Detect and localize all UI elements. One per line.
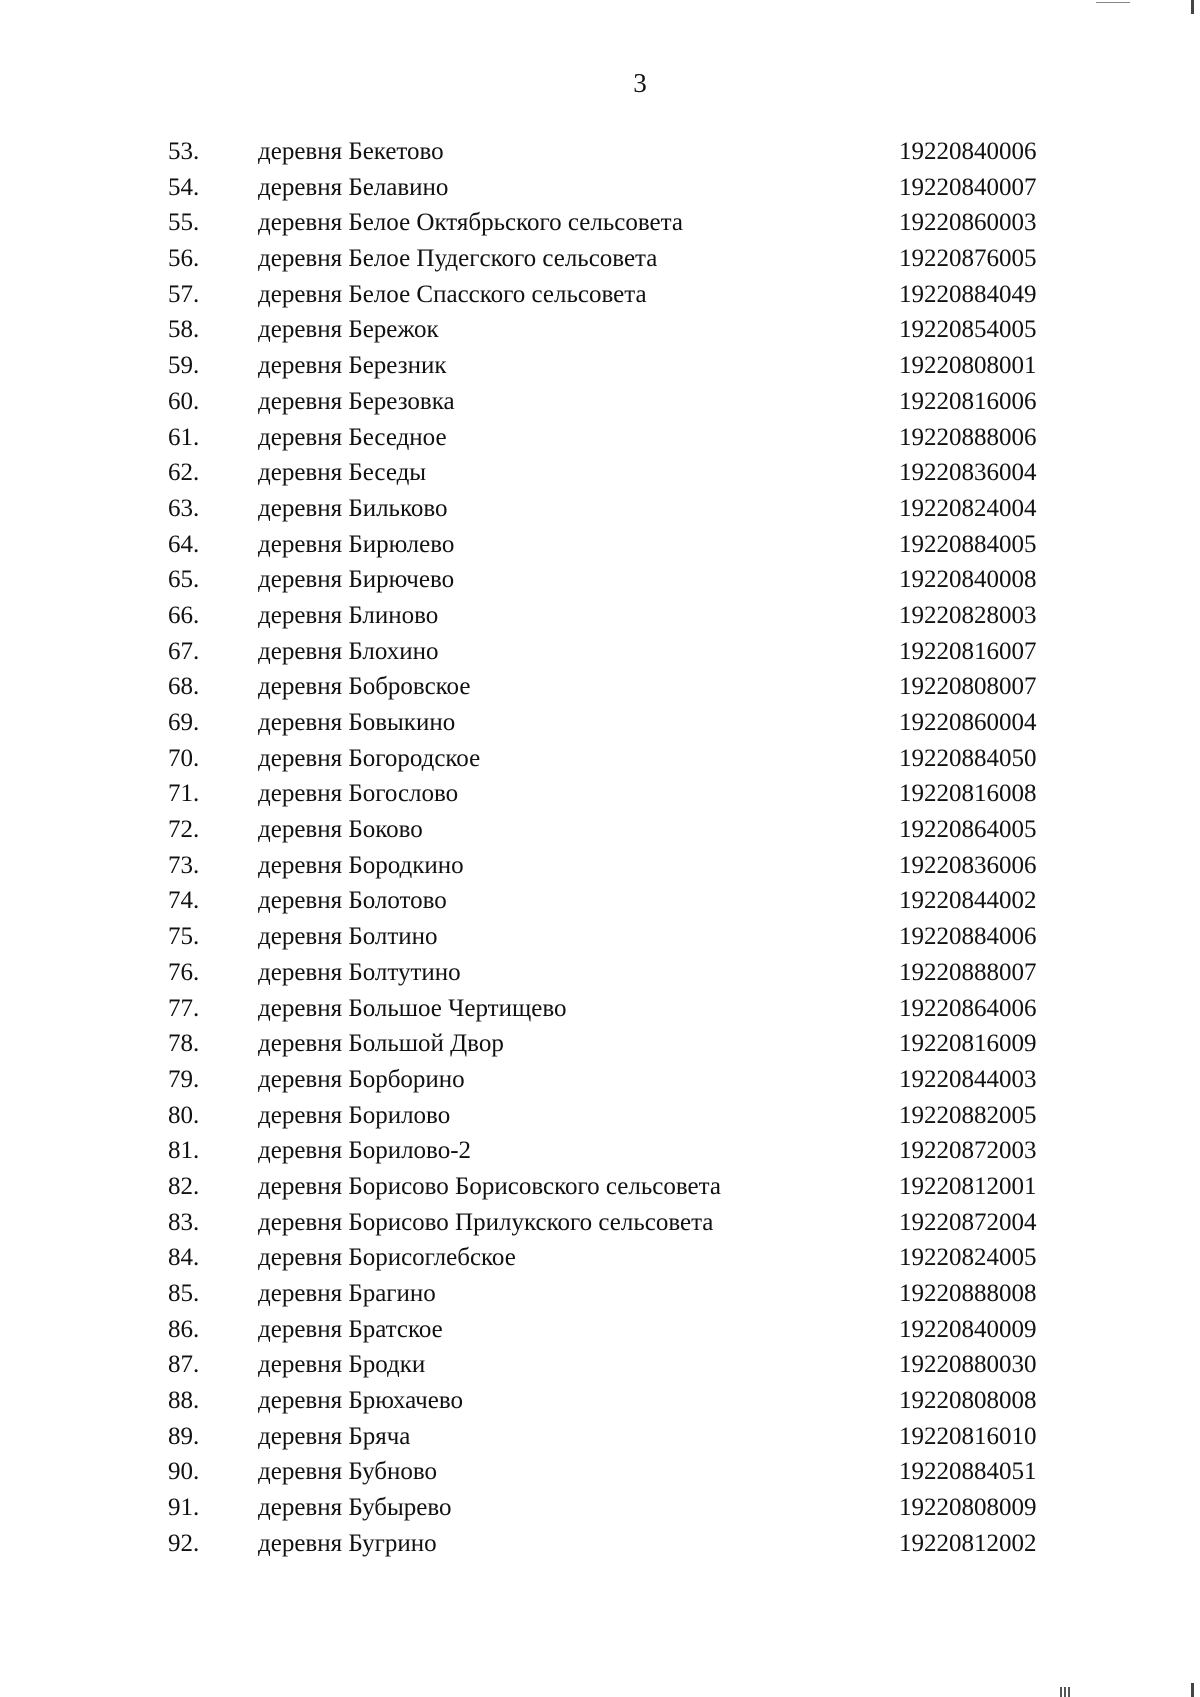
scan-edge-mark (1060, 1687, 1072, 1697)
settlement-name: деревня Болотово (258, 887, 447, 915)
settlement-name: деревня Бряча (258, 1422, 411, 1450)
settlement-code: 19220836004 (899, 459, 1037, 487)
item-number: 65. (168, 566, 200, 594)
list-item (0, 1026, 1200, 1062)
settlement-name: деревня Беседное (258, 423, 447, 451)
item-number: 54. (168, 173, 200, 201)
settlement-code: 19220828003 (899, 601, 1037, 629)
settlement-list (0, 134, 1200, 1562)
settlement-name: деревня Бовыкино (258, 709, 456, 736)
settlement-code: 19220864006 (899, 994, 1037, 1022)
item-number: 70. (168, 744, 200, 772)
settlement-name: деревня Борилово-2 (258, 1137, 472, 1165)
settlement-code: 19220854005 (899, 316, 1037, 344)
list-item (0, 1383, 1200, 1419)
settlement-name: деревня Бекетово (258, 138, 444, 165)
list-item (0, 1276, 1200, 1312)
item-number: 74. (168, 887, 200, 915)
settlement-name: деревня Бородкино (258, 851, 464, 879)
list-item (0, 348, 1200, 384)
settlement-code: 19220808001 (899, 352, 1037, 380)
settlement-name: деревня Борисоглебское (258, 1244, 516, 1272)
settlement-code: 19220840006 (899, 138, 1037, 165)
item-number: 81. (168, 1137, 200, 1165)
list-item (0, 919, 1200, 955)
settlement-code: 19220816006 (899, 387, 1037, 415)
item-number: 79. (168, 1065, 200, 1093)
item-number: 59. (168, 352, 200, 380)
list-item (0, 1133, 1200, 1169)
settlement-code: 19220860004 (899, 709, 1037, 736)
settlement-code: 19220884005 (899, 530, 1037, 558)
item-number: 86. (168, 1315, 200, 1343)
settlement-code: 19220836006 (899, 851, 1037, 879)
settlement-name: деревня Брюхачево (258, 1387, 463, 1415)
settlement-code: 19220860003 (899, 209, 1037, 237)
settlement-code: 19220888007 (899, 958, 1037, 986)
scan-edge-mark (1191, 0, 1194, 14)
list-item (0, 883, 1200, 919)
settlement-name: деревня Богослово (258, 780, 459, 808)
item-number: 82. (168, 1172, 200, 1200)
settlement-code: 19220816007 (899, 637, 1037, 665)
settlement-name: деревня Березовка (258, 387, 455, 415)
settlement-name: деревня Боково (258, 816, 423, 844)
list-item (0, 705, 1200, 741)
settlement-name: деревня Блохино (258, 637, 439, 665)
settlement-name: деревня Белое Октябрьского сельсовета (258, 209, 683, 237)
settlement-name: деревня Белое Спасского сельсовета (258, 280, 647, 308)
item-number: 73. (168, 851, 200, 879)
list-item (0, 277, 1200, 313)
settlement-code: 19220816010 (899, 1422, 1037, 1450)
settlement-name: деревня Большой Двор (258, 1030, 504, 1058)
list-item (0, 420, 1200, 456)
list-item (0, 634, 1200, 670)
list-item (0, 955, 1200, 991)
list-item (0, 527, 1200, 563)
item-number: 63. (168, 494, 200, 522)
item-number: 88. (168, 1387, 200, 1415)
item-number: 77. (168, 994, 200, 1022)
item-number: 62. (168, 459, 200, 487)
item-number: 76. (168, 958, 200, 986)
item-number: 60. (168, 387, 200, 415)
settlement-code: 19220808007 (899, 673, 1037, 701)
item-number: 71. (168, 780, 200, 808)
settlement-code: 19220884051 (899, 1458, 1037, 1486)
settlement-name: деревня Болтино (258, 923, 438, 951)
item-number: 92. (168, 1529, 200, 1557)
list-item (0, 1526, 1200, 1562)
list-item (0, 1347, 1200, 1383)
settlement-name: деревня Бильково (258, 494, 448, 522)
settlement-name: деревня Блиново (258, 601, 439, 629)
settlement-code: 19220876005 (899, 245, 1037, 273)
item-number: 84. (168, 1244, 200, 1272)
settlement-name: деревня Бубырево (258, 1494, 452, 1522)
settlement-name: деревня Белое Пудегского сельсовета (258, 245, 658, 273)
settlement-name: деревня Беседы (258, 459, 427, 487)
item-number: 66. (168, 601, 200, 629)
list-item (0, 1098, 1200, 1134)
settlement-name: деревня Бирючево (258, 566, 455, 594)
list-item (0, 812, 1200, 848)
settlement-name: деревня Борборино (258, 1065, 465, 1093)
list-item (0, 312, 1200, 348)
list-item (0, 134, 1200, 170)
list-item (0, 455, 1200, 491)
scan-edge-mark (1096, 2, 1130, 3)
page-number: 3 (633, 68, 647, 98)
settlement-code: 19220840007 (899, 173, 1037, 201)
list-item (0, 991, 1200, 1027)
item-number: 53. (168, 138, 200, 165)
item-number: 75. (168, 923, 200, 951)
list-item (0, 1169, 1200, 1205)
settlement-code: 19220888008 (899, 1280, 1037, 1307)
settlement-code: 19220872003 (899, 1137, 1037, 1165)
list-item (0, 384, 1200, 420)
settlement-code: 19220840009 (899, 1315, 1037, 1343)
item-number: 78. (168, 1030, 200, 1058)
list-item (0, 491, 1200, 527)
list-item (0, 1240, 1200, 1276)
list-item (0, 1419, 1200, 1455)
list-item (0, 562, 1200, 598)
settlement-code: 19220888006 (899, 423, 1037, 451)
item-number: 68. (168, 673, 200, 701)
settlement-name: деревня Березник (258, 352, 447, 380)
settlement-name: деревня Белавино (258, 173, 449, 201)
list-item (0, 170, 1200, 206)
item-number: 80. (168, 1101, 200, 1129)
list-item (0, 848, 1200, 884)
settlement-code: 19220864005 (899, 816, 1037, 844)
settlement-code: 19220824004 (899, 494, 1037, 522)
settlement-code: 19220824005 (899, 1244, 1037, 1272)
settlement-code: 19220880030 (899, 1351, 1037, 1379)
item-number: 67. (168, 637, 200, 665)
list-item (0, 598, 1200, 634)
settlement-code: 19220808009 (899, 1494, 1037, 1522)
list-item (0, 669, 1200, 705)
settlement-code: 19220816009 (899, 1030, 1037, 1058)
item-number: 57. (168, 280, 200, 308)
settlement-code: 19220884049 (899, 280, 1037, 308)
settlement-name: деревня Бугрино (258, 1529, 437, 1557)
item-number: 90. (168, 1458, 200, 1486)
settlement-code: 19220884006 (899, 923, 1037, 951)
list-item (0, 241, 1200, 277)
item-number: 87. (168, 1351, 200, 1379)
list-item (0, 1312, 1200, 1348)
item-number: 55. (168, 209, 200, 237)
list-item (0, 1490, 1200, 1526)
settlement-code: 19220808008 (899, 1387, 1037, 1415)
settlement-name: деревня Бережок (258, 316, 439, 344)
settlement-code: 19220844003 (899, 1065, 1037, 1093)
settlement-code: 19220812001 (899, 1172, 1037, 1200)
item-number: 85. (168, 1280, 200, 1307)
settlement-name: деревня Борилово (258, 1101, 451, 1129)
settlement-name: деревня Бродки (258, 1351, 426, 1379)
item-number: 89. (168, 1422, 200, 1450)
list-item (0, 1454, 1200, 1490)
scan-edge-mark (1191, 1683, 1194, 1697)
settlement-code: 19220872004 (899, 1208, 1037, 1236)
settlement-code: 19220884050 (899, 744, 1037, 772)
item-number: 91. (168, 1494, 200, 1522)
settlement-name: деревня Борисово Борисовского сельсовета (258, 1172, 721, 1200)
item-number: 64. (168, 530, 200, 558)
list-item (0, 205, 1200, 241)
list-item (0, 1062, 1200, 1098)
item-number: 58. (168, 316, 200, 344)
settlement-code: 19220840008 (899, 566, 1037, 594)
item-number: 72. (168, 816, 200, 844)
settlement-name: деревня Бубново (258, 1458, 437, 1486)
list-item (0, 1205, 1200, 1241)
settlement-code: 19220812002 (899, 1529, 1037, 1557)
item-number: 69. (168, 709, 200, 736)
item-number: 56. (168, 245, 200, 273)
list-item (0, 776, 1200, 812)
item-number: 83. (168, 1208, 200, 1236)
settlement-name: деревня Болтутино (258, 958, 461, 986)
item-number: 61. (168, 423, 200, 451)
settlement-name: деревня Большое Чертищево (258, 994, 567, 1022)
settlement-name: деревня Бирюлево (258, 530, 455, 558)
settlement-code: 19220816008 (899, 780, 1037, 808)
settlement-code: 19220844002 (899, 887, 1037, 915)
settlement-name: деревня Братское (258, 1315, 443, 1343)
list-item (0, 741, 1200, 777)
settlement-name: деревня Борисово Прилукского сельсовета (258, 1208, 714, 1236)
settlement-name: деревня Брагино (258, 1280, 436, 1307)
settlement-name: деревня Богородское (258, 744, 481, 772)
settlement-code: 19220882005 (899, 1101, 1037, 1129)
settlement-name: деревня Бобровское (258, 673, 471, 701)
